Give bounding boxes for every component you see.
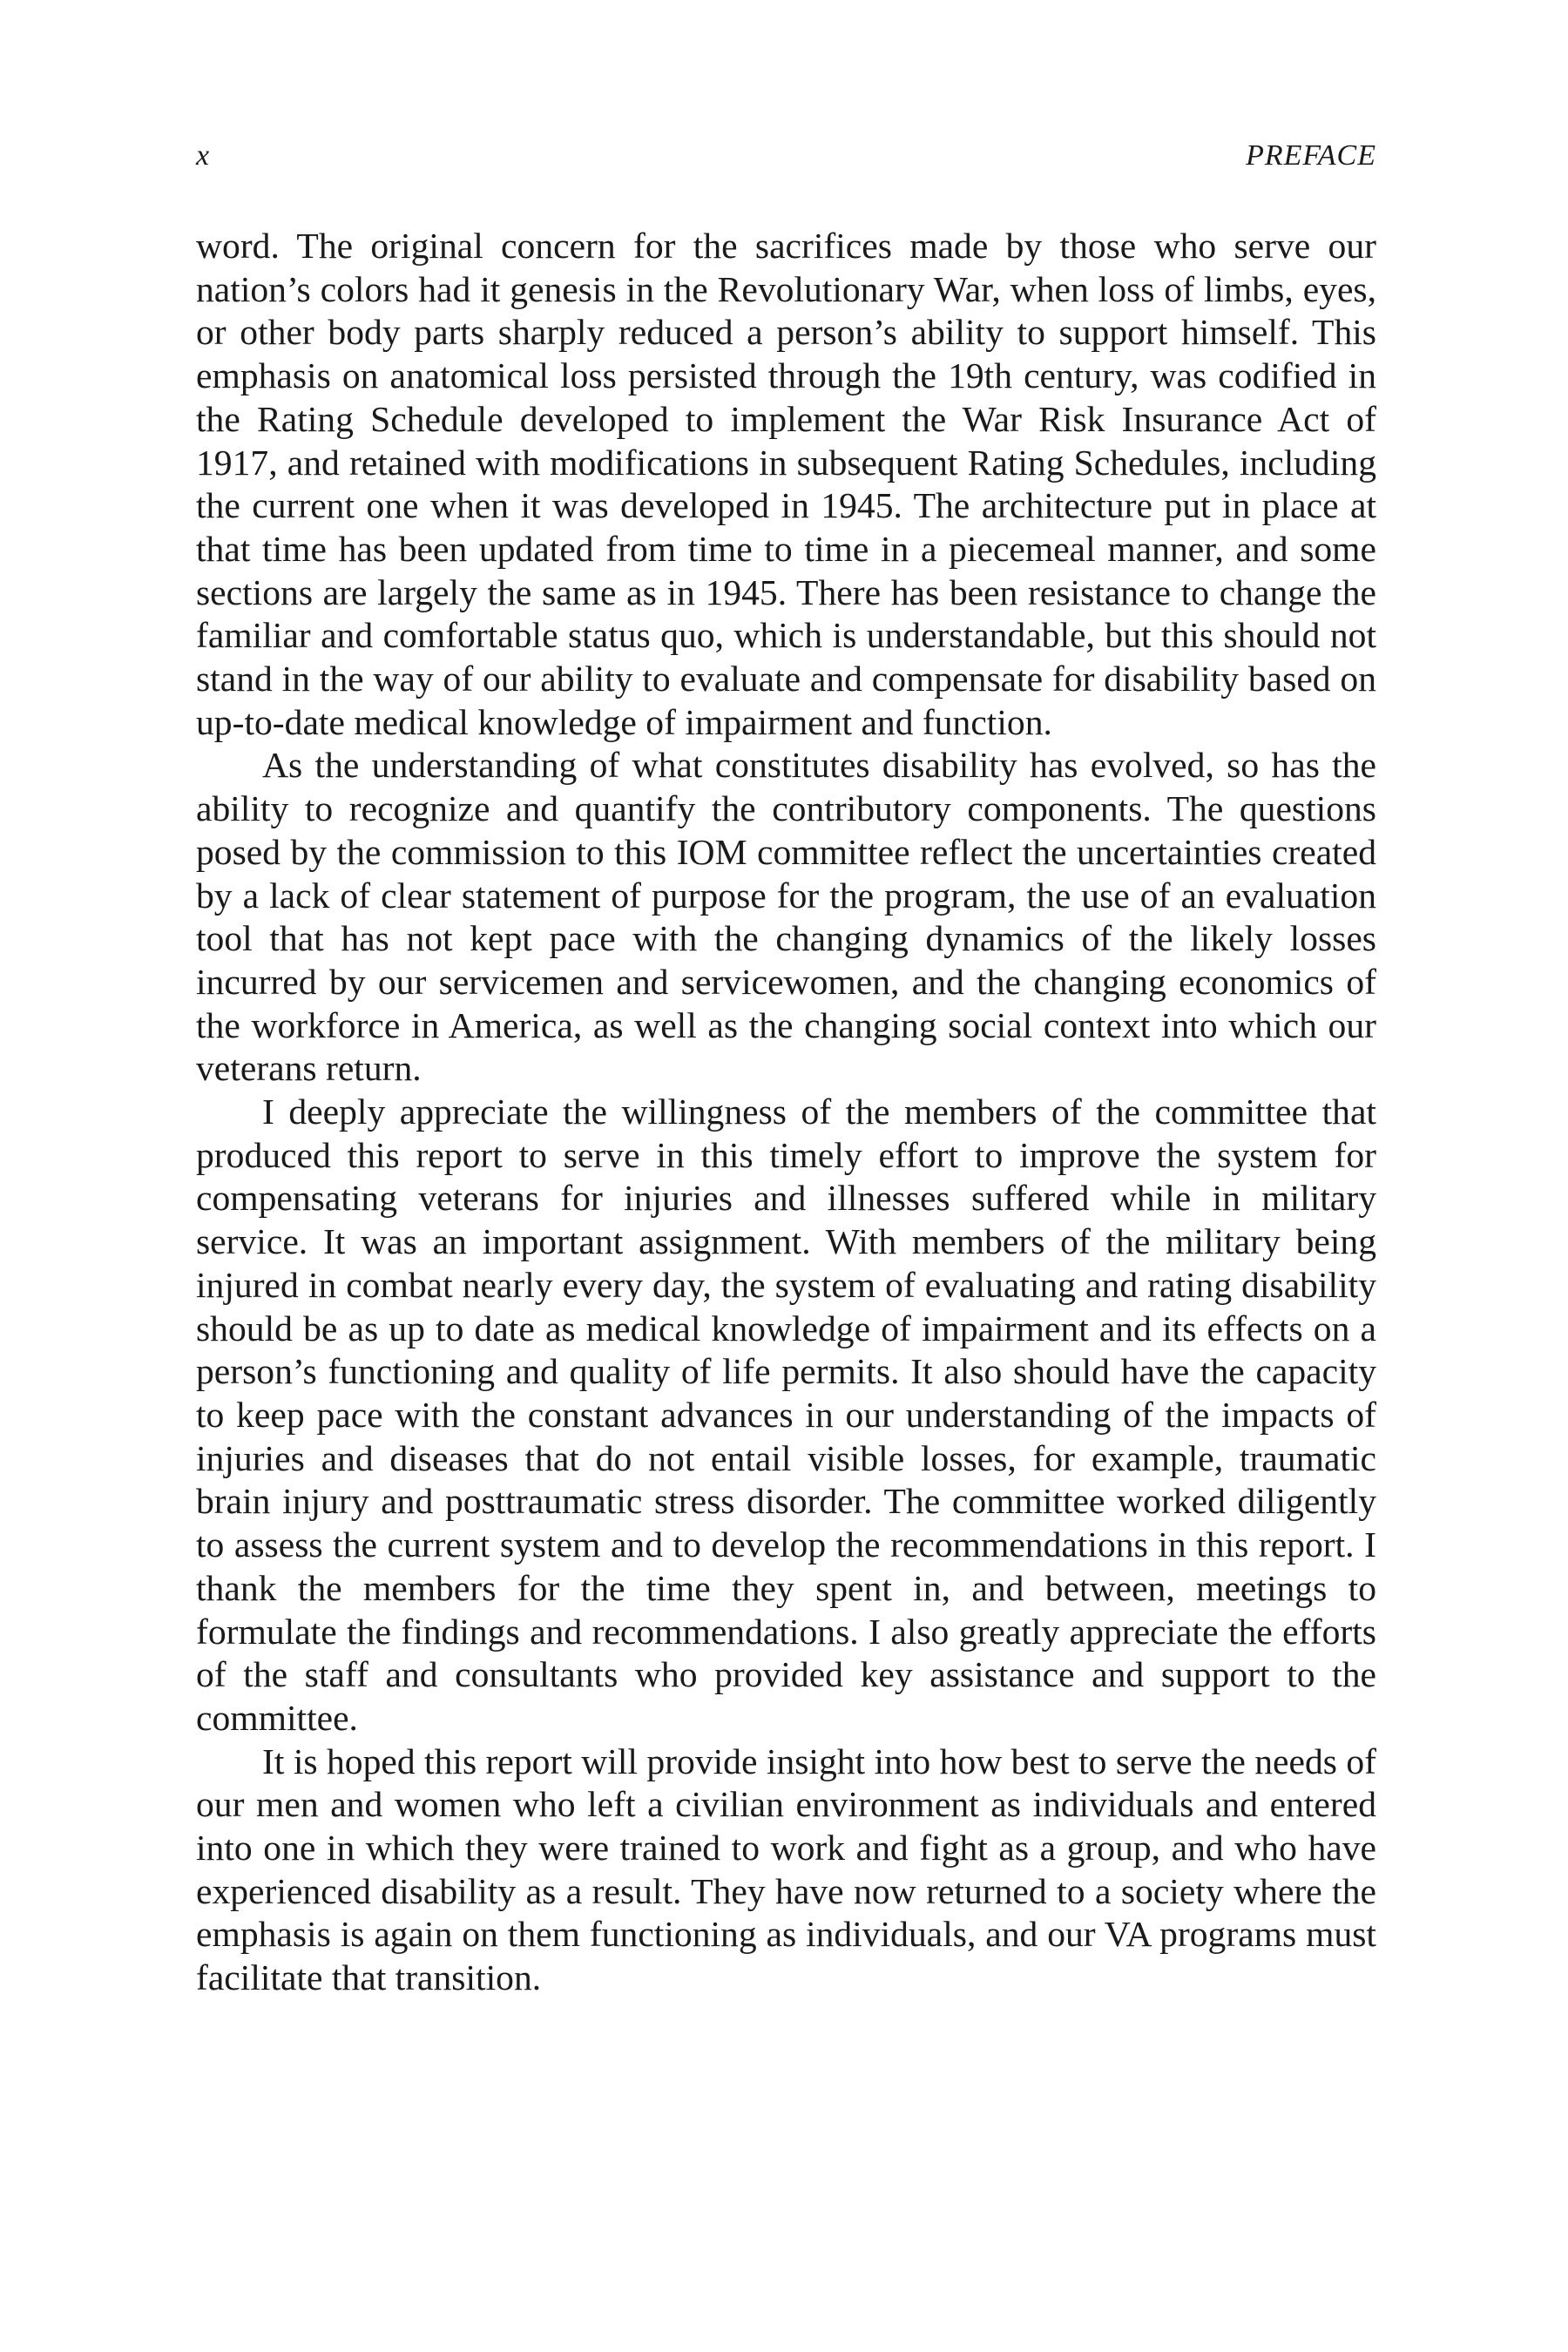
section-title: PREFACE (1246, 139, 1376, 172)
page-number: x (196, 139, 211, 172)
paragraph: I deeply appreciate the willingness of the members of the committee that produced this report to serve in this timely effort to improve the system for compensating veterans for injuries and illnesses suffered while in military service. It was an important assignment. With members of the military being injured in combat nearly every day, the system of evaluating and rating disability should be as up to date as medical knowledge of impairment and its effects on a person’s functioning and quality of life permits. It also should have the capacity to keep pace with the constant advances in our understanding of the impacts of injuries and diseases that do not entail visible losses, for example, traumatic brain injury and posttraumatic stress disorder. The committee worked diligently to assess the current system and to develop the recommendations in this report. I thank the members for the time they spent in, and between, meetings to formulate the findings and recommendations. I also greatly appreciate the efforts of the staff and consultants who provided key assistance and support to the committee. (196, 1092, 1376, 1738)
paragraph: It is hoped this report will provide insight into how best to serve the needs of our men and women who left a civilian environment as individuals and entered into one in which they were trained to work and fight as a group, and who have experienced disability as a result. They have now returned to a society where the emphasis is again on them functioning as individuals, and our VA programs must facilitate that transition. (196, 1740, 1376, 1998)
paragraph: As the understanding of what constitutes disability has evolved, so has the ability to recognize and quantify the contributory components. The questions posed by the commission to this IOM committee reflect the uncertainties created by a lack of clear statement of purpose for the program, the use of an evaluation tool that has not kept pace with the changing dynamics of the likely losses incurred by our servicemen and servicewomen, and the changing economics of the workforce in America, as well as the changing social context into which our veterans return. (196, 745, 1376, 1089)
running-head (196, 139, 1376, 183)
body-text (196, 225, 1376, 2000)
paragraph-continued: word. The original concern for the sacrifices made by those who serve our nation’s colors had it genesis in the Revolutionary War, when loss of limbs, eyes, or other body parts sharply reduced a person’s ability to support himself. This emphasis on anatomical loss persisted through the 19th century, was codified in the Rating Schedule developed to implement the War Risk Insurance Act of 1917, and retained with modifications in subsequent Rating Schedules, including the current one when it was developed in 1945. The architecture put in place at that time has been updated from time to time in a piecemeal manner, and some sections are largely the same as in 1945. There has been resistance to change the familiar and comfortable status quo, which is understandable, but this should not stand in the way of our ability to evaluate and compensate for disability based on up-to-date medical knowledge of impairment and function. (196, 226, 1376, 742)
